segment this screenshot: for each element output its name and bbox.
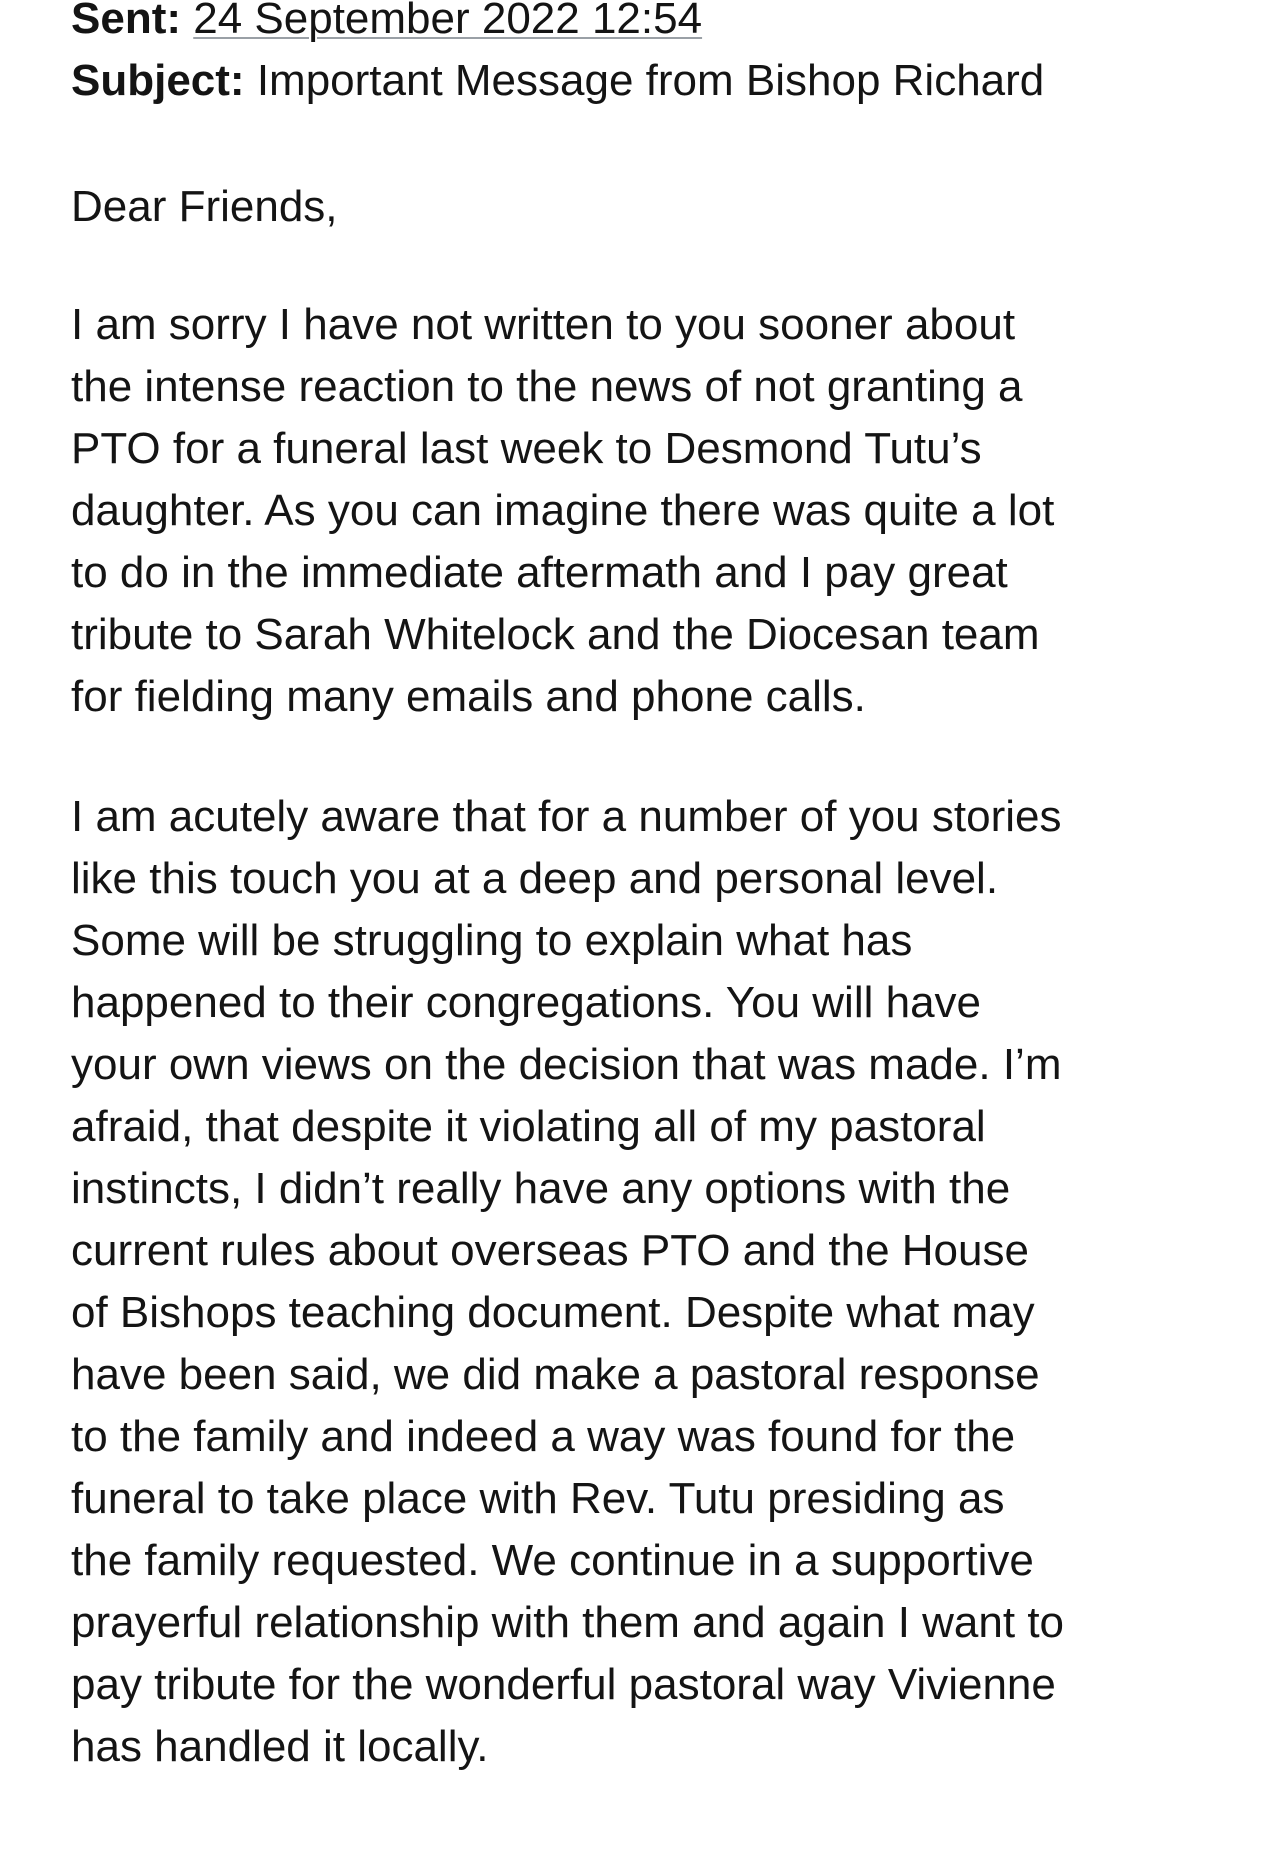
paragraph-line: your own views on the decision that was made. I’m bbox=[71, 1040, 1062, 1089]
greeting: Dear Friends, bbox=[71, 182, 338, 231]
subject-text: Important Message from Bishop Richard bbox=[256, 56, 1045, 105]
paragraph-line: to do in the immediate aftermath and I pay great bbox=[71, 548, 1008, 597]
email-message bbox=[71, 0, 1261, 1836]
sent-label: Sent: bbox=[71, 0, 181, 43]
paragraph-line: tribute to Sarah Whitelock and the Diocesan team bbox=[71, 610, 1040, 659]
paragraph-line: afraid, that despite it violating all of my pastoral bbox=[71, 1102, 986, 1151]
paragraph-line: Some will be struggling to explain what has bbox=[71, 916, 913, 965]
paragraph-line: for fielding many emails and phone calls. bbox=[71, 672, 866, 721]
sent-row bbox=[71, 0, 1261, 50]
body-paragraph bbox=[71, 786, 1261, 1778]
paragraph-line: has handled it locally. bbox=[71, 1722, 489, 1771]
paragraph-line: prayerful relationship with them and again I want to bbox=[71, 1598, 1065, 1647]
paragraph-line: happened to their congregations. You will have bbox=[71, 978, 982, 1027]
sent-timestamp[interactable]: 24 September 2022 12:54 bbox=[193, 0, 703, 43]
paragraph-line: current rules about overseas PTO and the House bbox=[71, 1226, 1029, 1275]
paragraph-line: the family requested. We continue in a supportive bbox=[71, 1536, 1034, 1585]
paragraph-line: the intense reaction to the news of not granting a bbox=[71, 362, 1023, 411]
subject-label: Subject: bbox=[71, 56, 245, 105]
paragraph-line: PTO for a funeral last week to Desmond Tutu’s bbox=[71, 424, 982, 473]
paragraph-line: of Bishops teaching document. Despite what may bbox=[71, 1288, 1035, 1337]
paragraph-line: daughter. As you can imagine there was quite a lot bbox=[71, 486, 1055, 535]
paragraph-line: I am acutely aware that for a number of you stories bbox=[71, 792, 1062, 841]
email-body bbox=[71, 176, 1261, 1778]
paragraph-line: I am sorry I have not written to you sooner about bbox=[71, 300, 1016, 349]
paragraph-line: pay tribute for the wonderful pastoral way Vivienne bbox=[71, 1660, 1056, 1709]
body-paragraphs bbox=[71, 294, 1261, 1778]
paragraph-line: to the family and indeed a way was found for the bbox=[71, 1412, 1016, 1461]
body-paragraph bbox=[71, 294, 1261, 728]
paragraph-line: have been said, we did make a pastoral response bbox=[71, 1350, 1040, 1399]
paragraph-line: like this touch you at a deep and personal level. bbox=[71, 854, 999, 903]
subject-row bbox=[71, 50, 1261, 112]
paragraph-line: instincts, I didn’t really have any options with the bbox=[71, 1164, 1011, 1213]
paragraph-line: funeral to take place with Rev. Tutu presiding as bbox=[71, 1474, 1005, 1523]
